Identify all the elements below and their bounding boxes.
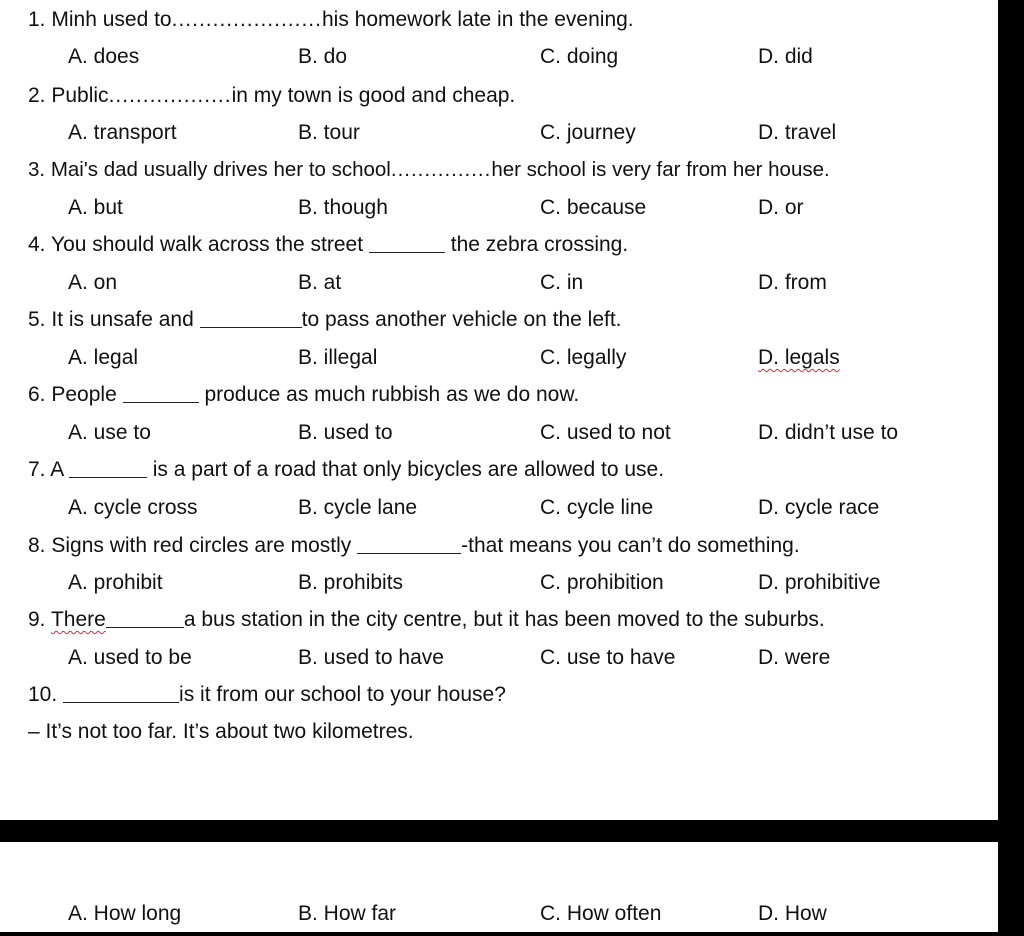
option-d[interactable]: D. cycle race (758, 496, 880, 519)
option-b[interactable]: B. at (298, 271, 342, 294)
option-a[interactable]: A. transport (68, 121, 177, 144)
option-a[interactable]: A. cycle cross (68, 496, 198, 519)
option-d[interactable]: D. travel (758, 121, 837, 144)
answer-blank[interactable] (63, 684, 179, 703)
question-6: 6. People produce as much rubbish as we do now. (28, 383, 580, 406)
answer-blank[interactable] (369, 234, 445, 253)
option-a[interactable]: A. on (68, 271, 118, 294)
option-d[interactable]: D. or (758, 196, 804, 219)
option-b[interactable]: B. prohibits (298, 571, 404, 594)
option-d[interactable]: D. didn’t use to (758, 421, 899, 444)
answer-blank[interactable] (357, 535, 461, 554)
option-c[interactable]: C. cycle line (540, 496, 654, 519)
question-2: 2. Public..................in my town is good and cheap. (28, 84, 516, 107)
option-b[interactable]: B. How far (298, 902, 397, 925)
option-a[interactable]: A. How long (68, 902, 182, 925)
question-1: 1. Minh used to......................his homework late in the evening. (28, 8, 634, 31)
option-d[interactable]: D. How (758, 902, 827, 925)
question-9: 9. There a bus station in the city centre, but it has been moved to the suburbs. (28, 608, 825, 631)
option-a[interactable]: A. used to be (68, 646, 192, 669)
option-c[interactable]: C. How often (540, 902, 662, 925)
option-d[interactable]: D. from (758, 271, 827, 294)
option-a[interactable]: A. use to (68, 421, 151, 444)
question-10-response: – It’s not too far. It’s about two kilometres. (28, 720, 414, 743)
answer-blank[interactable] (106, 609, 184, 628)
question-5: 5. It is unsafe and to pass another vehicle on the left. (28, 308, 622, 331)
question-7: 7. A is a part of a road that only bicycles are allowed to use. (28, 458, 665, 481)
option-b[interactable]: B. do (298, 45, 348, 68)
worksheet-page-bottom (0, 842, 998, 932)
option-d[interactable]: D. were (758, 646, 831, 669)
option-c[interactable]: C. doing (540, 45, 619, 68)
option-c[interactable]: C. use to have (540, 646, 676, 669)
answer-blank[interactable] (123, 384, 199, 403)
question-10: 10. is it from our school to your house? (28, 683, 506, 706)
question-8: 8. Signs with red circles are mostly -that means you can’t do something. (28, 534, 800, 557)
option-a[interactable]: A. prohibit (68, 571, 163, 594)
option-b[interactable]: B. used to have (298, 646, 444, 669)
option-c[interactable]: C. journey (540, 121, 636, 144)
option-c[interactable]: C. prohibition (540, 571, 664, 594)
option-c[interactable]: C. used to not (540, 421, 671, 444)
question-4: 4. You should walk across the street the zebra crossing. (28, 233, 629, 256)
option-c[interactable]: C. legally (540, 346, 627, 369)
option-c[interactable]: C. because (540, 196, 647, 219)
option-c[interactable]: C. in (540, 271, 584, 294)
option-a[interactable]: A. legal (68, 346, 139, 369)
answer-blank[interactable] (200, 309, 302, 328)
answer-blank[interactable] (69, 459, 147, 478)
option-a[interactable]: A. but (68, 196, 123, 219)
option-b[interactable]: B. illegal (298, 346, 378, 369)
option-b[interactable]: B. cycle lane (298, 496, 418, 519)
question-3: 3. Mai's dad usually drives her to school...............her school is very far from her house. (28, 158, 830, 181)
option-a[interactable]: A. does (68, 45, 140, 68)
option-b[interactable]: B. tour (298, 121, 360, 144)
option-d[interactable]: D. did (758, 45, 813, 68)
wavy-underlined-word: There (50, 608, 106, 631)
option-b[interactable]: B. though (298, 196, 388, 219)
option-b[interactable]: B. used to (298, 421, 393, 444)
option-d[interactable]: D. prohibitive (758, 571, 881, 594)
option-d[interactable]: D. legals (758, 346, 840, 369)
